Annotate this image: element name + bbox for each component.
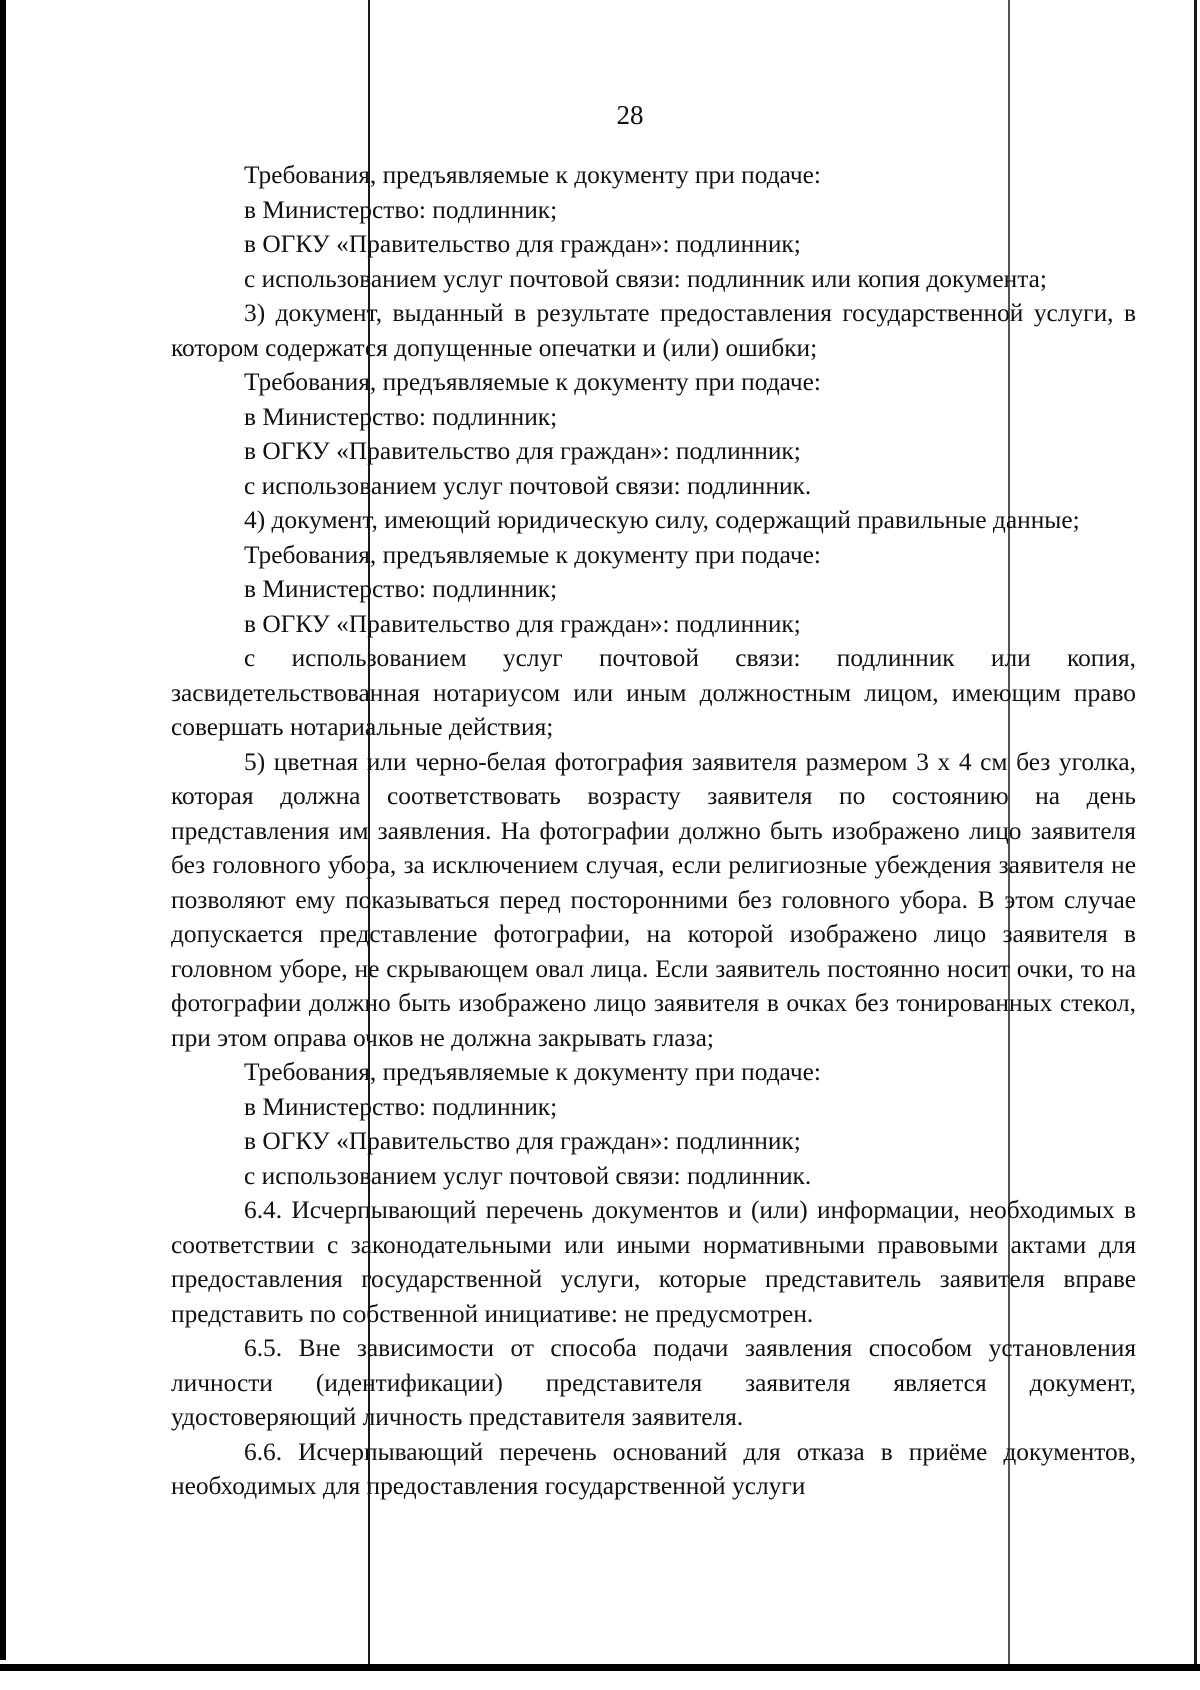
scan-edge-bottom <box>0 1664 1200 1671</box>
page-number: 28 <box>616 100 644 130</box>
paragraph: с использованием услуг почтовой связи: подлинник или копия, засвидетельствованная нотариусом или иным должностным лицом, имеющим право совершать нотариальные действия; <box>171 644 1136 741</box>
paragraph: 6.4. Исчерпывающий перечень документов и (или) информации, необходимых в соответствии с законодательными или иными нормативными правовыми актами для предоставления государственной услуги, которые представитель заявителя вправе представить по собственной инициативе: не предусмотрен. <box>171 1196 1136 1328</box>
paragraph: 5) цветная или черно-белая фотография заявителя размером 3 х 4 см без уголка, которая должна соответствовать возрасту заявителя по состоянию на день представления им заявления. На фотографии должно быть изображено лицо заявителя без головного убора, за исключением случая, если религиозные убеждения заявителя не позволяют ему показываться перед посторонними без головного убора. В этом случае допускается представление фотографии, на которой изображено лицо заявителя в головном уборе, не скрывающем овал лица. Если заявитель постоянно носит очки, то на фотографии должно быть изображено лицо заявителя в очках без тонированных стекол, при этом оправа очков не должна закрывать глаза; <box>171 747 1136 1052</box>
scan-edge-left <box>0 0 6 1660</box>
paragraph: в ОГКУ «Правительство для граждан»: подлинник; <box>244 609 801 638</box>
paragraph: с использованием услуг почтовой связи: подлинник или копия документа; <box>244 264 1047 293</box>
paragraph: с использованием услуг почтовой связи: подлинник. <box>244 471 812 500</box>
paragraph: в Министерство: подлинник; <box>244 195 558 224</box>
paragraph: Требования, предъявляемые к документу при подаче: <box>244 1058 821 1086</box>
paragraph: в ОГКУ «Правительство для граждан»: подлинник; <box>244 437 801 465</box>
paragraph: Требования, предъявляемые к документу при подаче: <box>244 368 821 396</box>
paragraph: в Министерство: подлинник; <box>244 575 558 603</box>
paragraph: в Министерство: подлинник; <box>244 402 558 431</box>
paragraph: 6.6. Исчерпывающий перечень оснований для отказа в приёме документов, необходимых для предоставления государственной услуги <box>171 1437 1136 1500</box>
document-body <box>171 158 1136 1504</box>
paragraph: с использованием услуг почтовой связи: подлинник. <box>244 1161 812 1190</box>
paragraph: в Министерство: подлинник; <box>244 1092 558 1121</box>
paragraph: 3) документ, выданный в результате предоставления государственной услуги, в котором содержатся допущенные опечатки и (или) ошибки; <box>171 299 1136 362</box>
paragraph: Требования, предъявляемые к документу при подаче: <box>244 161 821 189</box>
paragraph: в ОГКУ «Правительство для граждан»: подлинник; <box>244 230 801 258</box>
paragraph: Требования, предъявляемые к документу при подаче: <box>244 540 821 569</box>
scan-edge-right <box>1194 0 1197 1664</box>
paragraph: 6.5. Вне зависимости от способа подачи заявления способом установления личности (идентификации) представителя заявителя является документ, удостоверяющий личность представителя заявителя. <box>171 1334 1136 1431</box>
paragraph: 4) документ, имеющий юридическую силу, содержащий правильные данные; <box>244 506 1080 534</box>
paragraph: в ОГКУ «Правительство для граждан»: подлинник; <box>244 1127 801 1155</box>
